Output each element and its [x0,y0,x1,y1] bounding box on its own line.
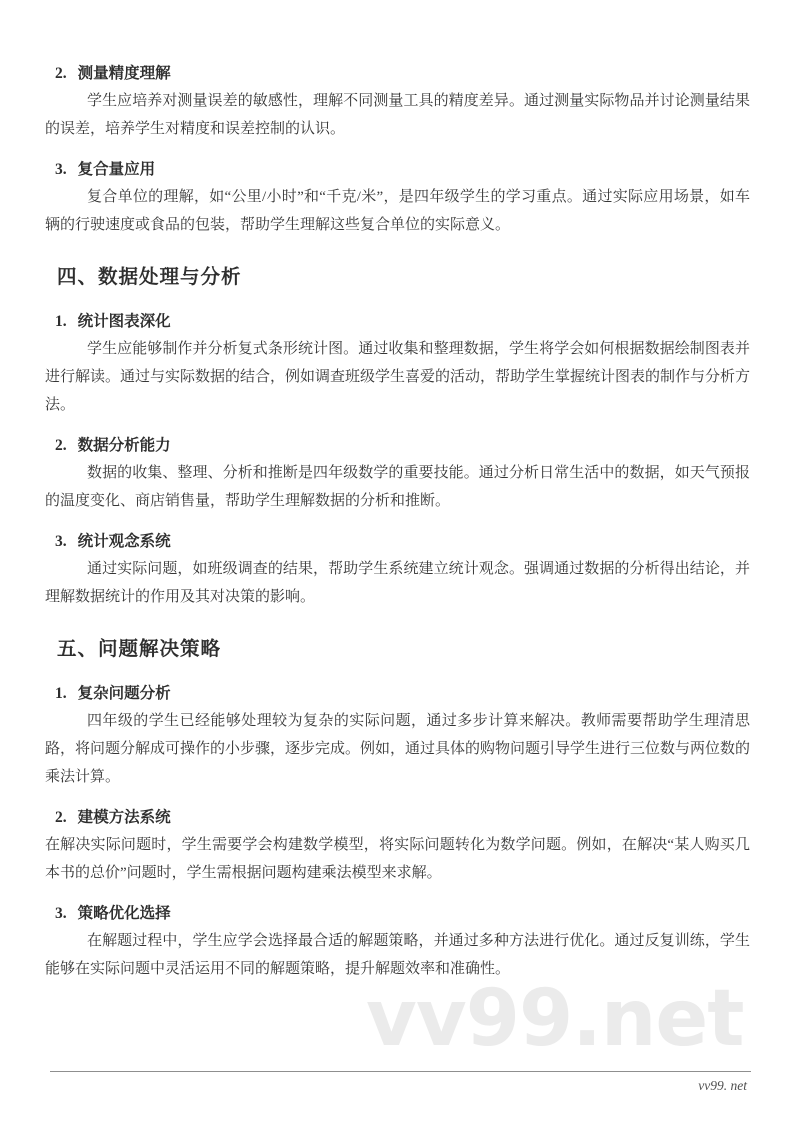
item-heading [45,903,750,925]
footer-divider [50,1071,751,1072]
item-number: 3. [55,533,67,550]
body-paragraph: 学生应能够制作并分析复式条形统计图。通过收集和整理数据，学生将学会如何根据数据绘制图表并进行解读。通过与实际数据的结合，例如调查班级学生喜爱的活动，帮助学生掌握统计图表的制作与分析方法。 [45,341,751,413]
item-title: 复合量应用 [77,161,156,178]
item-number: 2. [55,437,67,454]
body-paragraph: 在解决实际问题时，学生需要学会构建数学模型，将实际问题转化为数学问题。例如，在解决“某人购买几本书的总价”问题时，学生需根据问题构建乘法模型来求解。 [45,837,750,881]
item-heading [45,311,750,333]
document-body [45,0,750,983]
watermark: vv99.net [366,974,744,1064]
item-number: 3. [55,905,67,922]
body-paragraph: 数据的收集、整理、分析和推断是四年级数学的重要技能。通过分析日常生活中的数据，如天气预报的温度变化、商店销售量，帮助学生理解数据的分析和推断。 [45,465,750,509]
item-title: 测量精度理解 [77,65,171,82]
body-paragraph: 学生应培养对测量误差的敏感性，理解不同测量工具的精度差异。通过测量实际物品并讨论测量结果的误差，培养学生对精度和误差控制的认识。 [45,93,750,137]
item-title: 复杂问题分析 [77,685,171,702]
body-paragraph: 通过实际问题，如班级调查的结果，帮助学生系统建立统计观念。强调通过数据的分析得出结论，并理解数据统计的作用及其对决策的影响。 [45,561,750,605]
item-title: 统计图表深化 [77,313,171,330]
item-heading [45,159,750,181]
item-heading [45,63,750,85]
section-heading: 五、问题解决策略 [57,639,222,660]
body-paragraph: 复合单位的理解，如“公里/小时”和“千克/米”，是四年级学生的学习重点。通过实际应用场景，如车辆的行驶速度或食品的包装，帮助学生理解这些复合单位的实际意义。 [45,189,750,233]
item-heading [45,683,750,705]
item-number: 1. [55,685,67,702]
item-heading [45,531,750,553]
item-number: 2. [55,809,67,826]
item-number: 1. [55,313,67,330]
item-title: 统计观念系统 [77,533,171,550]
item-title: 策略优化选择 [77,905,171,922]
footer-site-label: vv99. net [698,1078,747,1093]
item-number: 2. [55,65,67,82]
item-heading [45,435,750,457]
item-heading [45,807,750,829]
body-paragraph: 四年级的学生已经能够处理较为复杂的实际问题，通过多步计算来解决。教师需要帮助学生理清思路，将问题分解成可操作的小步骤，逐步完成。例如，通过具体的购物问题引导学生进行三位数与两位数的乘法计算。 [45,713,751,785]
section-heading: 四、数据处理与分析 [57,267,242,288]
item-title: 数据分析能力 [77,437,171,454]
body-paragraph: 在解题过程中，学生应学会选择最合适的解题策略，并通过多种方法进行优化。通过反复训练，学生能够在实际问题中灵活运用不同的解题策略，提升解题效率和准确性。 [45,933,750,977]
item-title: 建模方法系统 [77,809,171,826]
item-number: 3. [55,161,67,178]
